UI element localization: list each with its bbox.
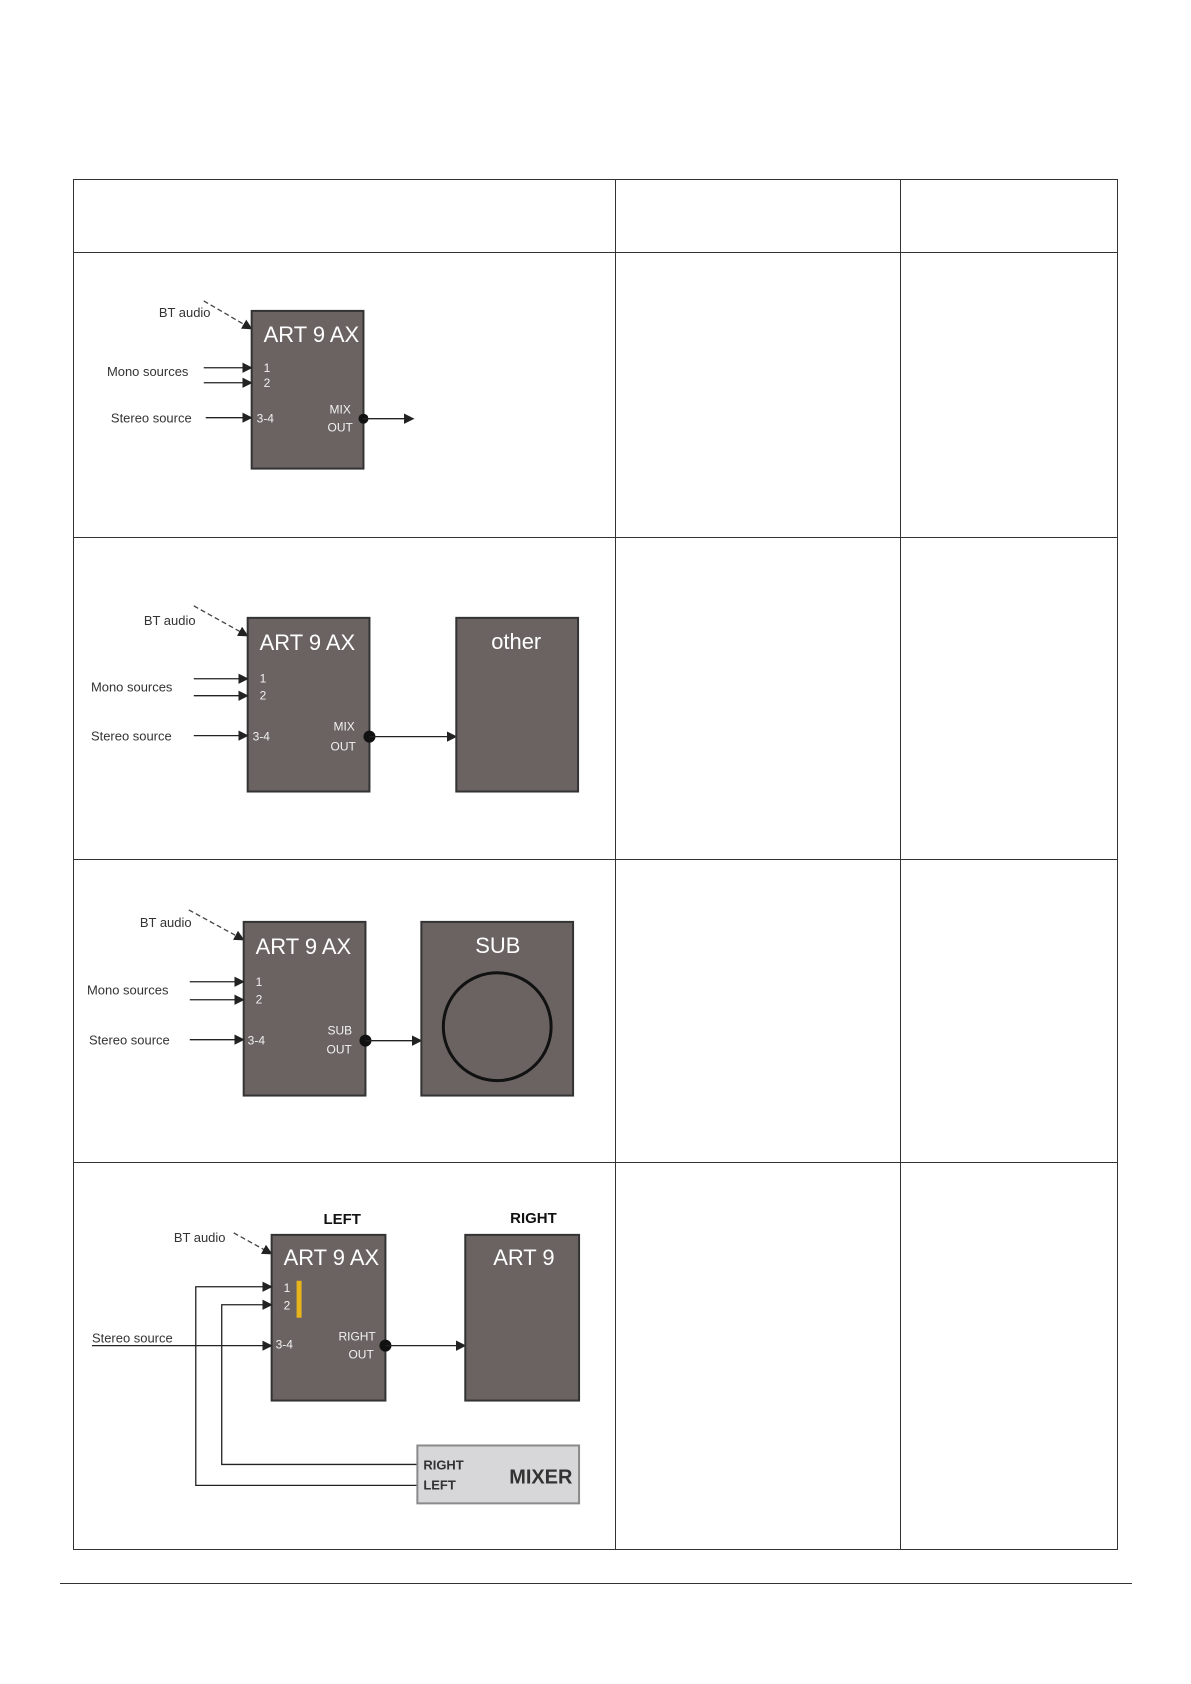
stereo-source-label: Stereo source: [91, 1330, 173, 1346]
bt-audio-label: BT audio: [173, 1230, 226, 1246]
left-device-title: ART 9 AX: [283, 1245, 380, 1271]
row-2-col-3: [901, 538, 1118, 859]
row-1-col-2: [616, 253, 901, 538]
table-header-row: [74, 180, 1118, 253]
mixer-title: MIXER: [509, 1466, 573, 1489]
output-label-line1: MIX: [329, 402, 351, 417]
bt-audio-arrow: [204, 301, 252, 329]
row-3-col-3: [901, 859, 1118, 1162]
table-row: [74, 859, 1118, 1162]
right-caption: RIGHT: [510, 1210, 557, 1228]
row-1-col-3: [901, 253, 1118, 538]
input-2-label: 2: [255, 992, 263, 1007]
output-label-line2: OUT: [327, 420, 353, 435]
input-1-label: 1: [283, 1281, 291, 1296]
row-3-col-2: [616, 859, 901, 1162]
input-1-label: 1: [263, 360, 271, 375]
row-4-col-2: [616, 1163, 901, 1549]
table-row: [74, 1163, 1118, 1549]
diagram-cell: [74, 538, 616, 859]
input-2-label: 2: [283, 1299, 291, 1314]
footer-divider: [60, 1583, 1132, 1584]
bt-audio-label: BT audio: [143, 613, 196, 629]
diagram-mix-out-other: [74, 538, 615, 858]
input-1-label: 1: [259, 672, 267, 687]
device-title: ART 9 AX: [263, 321, 360, 347]
bt-audio-arrow: [189, 910, 244, 940]
input-highlight-bar: [297, 1281, 302, 1318]
diagram-cell: [74, 253, 616, 538]
diagram-cell: [74, 1163, 616, 1549]
mono-sources-label: Mono sources: [90, 680, 173, 696]
input-1-label: 1: [255, 974, 263, 989]
output-label-line1: MIX: [333, 720, 355, 735]
diagram-cell: [74, 859, 616, 1162]
other-device-title: other: [491, 629, 542, 655]
bt-audio-label: BT audio: [158, 304, 211, 320]
device-title: ART 9 AX: [259, 630, 356, 656]
mixer-right-label: RIGHT: [423, 1457, 464, 1473]
left-caption: LEFT: [323, 1211, 361, 1229]
output-label-line2: OUT: [330, 740, 356, 755]
mono-sources-label: Mono sources: [106, 363, 189, 379]
mixer-left-label: LEFT: [423, 1477, 456, 1493]
table-row: [74, 538, 1118, 859]
bt-audio-label: BT audio: [139, 914, 192, 930]
stereo-source-label: Stereo source: [88, 1032, 170, 1048]
output-label-line1: RIGHT: [338, 1329, 376, 1344]
bt-audio-arrow: [194, 606, 248, 636]
header-cell-3: [901, 180, 1118, 253]
input-34-label: 3-4: [247, 1033, 265, 1048]
row-4-col-3: [901, 1163, 1118, 1549]
diagram-sub-out: [74, 860, 615, 1162]
output-label-line1: SUB: [327, 1023, 353, 1038]
bt-audio-arrow: [234, 1233, 272, 1254]
input-34-label: 3-4: [252, 730, 270, 745]
device-title: ART 9 AX: [255, 933, 352, 959]
row-2-col-2: [616, 538, 901, 859]
stereo-source-label: Stereo source: [110, 410, 192, 426]
input-34-label: 3-4: [275, 1337, 293, 1352]
output-label-line2: OUT: [348, 1347, 374, 1362]
diagram-stereo-pair: [74, 1163, 615, 1548]
input-34-label: 3-4: [256, 411, 274, 426]
input-2-label: 2: [263, 375, 271, 390]
header-cell-1: [74, 180, 616, 253]
input-2-label: 2: [259, 689, 267, 704]
stereo-source-label: Stereo source: [90, 729, 172, 745]
mono-sources-label: Mono sources: [86, 982, 169, 998]
output-label-line2: OUT: [326, 1042, 352, 1057]
right-device-title: ART 9: [493, 1245, 555, 1271]
header-cell-2: [616, 180, 901, 253]
sub-device-title: SUB: [475, 932, 521, 958]
table-row: [74, 253, 1118, 538]
diagram-mix-out: [74, 253, 615, 537]
connection-table: [73, 179, 1118, 1550]
